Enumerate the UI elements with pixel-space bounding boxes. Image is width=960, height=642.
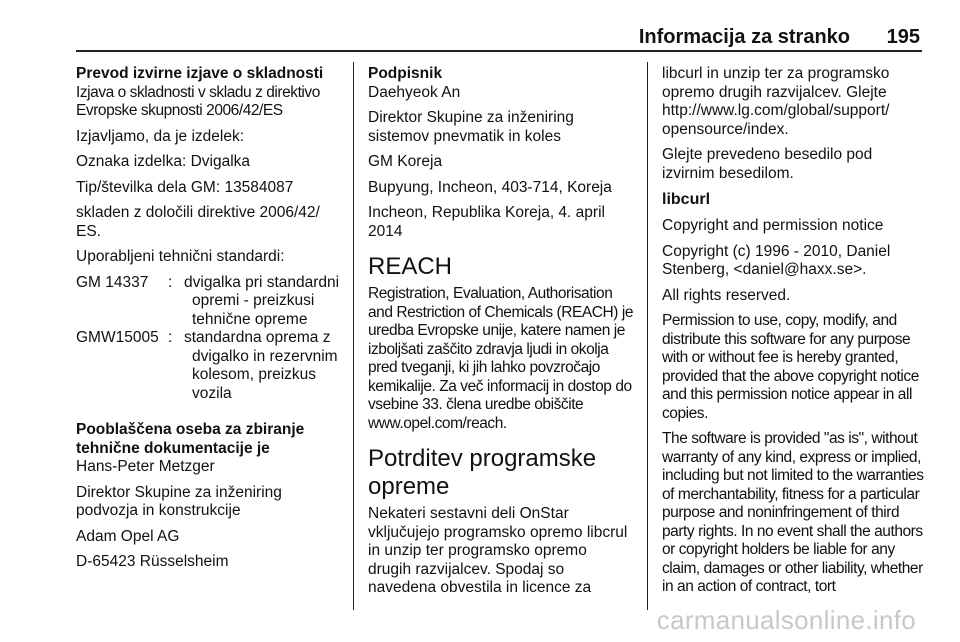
declaration-intro: Izjava o skladnosti v skladu z direktivo Evropske skupnosti 2006/42/ES xyxy=(76,83,320,119)
company-address: D-65423 Rüsselsheim xyxy=(76,553,229,570)
declaration-statement: Izjavljamo, da je izdelek: xyxy=(76,127,244,145)
page-number: 195 xyxy=(886,26,920,48)
column-2 xyxy=(368,65,634,605)
company-name: Adam Opel AG xyxy=(76,527,180,545)
standard-colon: : xyxy=(168,273,173,291)
column-divider-1 xyxy=(353,62,354,610)
declaration-heading: Prevod izvirne izjave o skladnosti xyxy=(76,65,324,82)
signatory-role: Direktor Skupine za inženiring sistemov pnevmatik in koles xyxy=(368,109,574,145)
standard-code: GM 14337 xyxy=(76,273,149,291)
authorized-person-role: Direktor Skupine za inženiring podvozja in konstrukcije xyxy=(76,483,282,519)
page-header-title: Informacija za stranko xyxy=(638,26,850,48)
standards-intro: Uporabljeni tehnični standardi: xyxy=(76,248,285,265)
directive-compliance: skladen z določili direktive 2006/42/ ES. xyxy=(76,204,320,240)
standard-code: GMW15005 xyxy=(76,329,159,346)
header-rule xyxy=(76,50,922,52)
reach-text: Registration, Evaluation, Authorisation and Restriction of Chemicals (REACH) je uredba Evropske unije, katere namen je izboljšati zaščito zdravja ljudi in okolja pred tveganji, ki jih lahko povzročajo kemikalije. Za več informacij in dostop do vsebine 33. člena uredbe obiščite www.opel.com/reach. xyxy=(368,285,633,432)
translation-note: Glejte prevedeno besedilo pod izvirnim besedilom. xyxy=(662,146,873,182)
copyright-notice-title: Copyright and permission notice xyxy=(662,217,884,234)
rights-reserved: All rights reserved. xyxy=(662,286,791,304)
standard-row xyxy=(76,329,342,403)
libcurl-heading: libcurl xyxy=(662,191,711,208)
authorized-person-name: Hans-Peter Metzger xyxy=(76,458,215,475)
standards-table xyxy=(76,274,342,404)
column-divider-2 xyxy=(647,62,648,610)
product-designation: Oznaka izdelka: Dvigalka xyxy=(76,153,251,170)
standard-description: dvigalka pri standardni opremi - preizkusi tehnične opreme xyxy=(184,273,340,328)
permission-text: Permission to use, copy, modify, and distribute this software for any purpose with or without fee is hereby granted, provided that the above copyright notice and this permission notice appear in all copies. xyxy=(662,312,919,422)
license-reference: libcurl in unzip ter za programsko opremo drugih razvijalcev. Glejte http://www.lg.com/global/support/ opensource/index. xyxy=(662,65,890,138)
standard-description: standardna oprema z dvigalko in rezervnim kolesom, preizkus vozila xyxy=(184,329,338,402)
signatory-name: Daehyeok An xyxy=(368,83,461,101)
software-text: Nekateri sestavni deli OnStar vključujejo programsko opremo libcrul in unzip ter programsko opremo drugih razvijalcev. Spodaj so navedena obvestila in licence za xyxy=(368,505,628,596)
warranty-text: The software is provided "as is", without warranty of any kind, express or implied, including but not limited to the warranties of merchantability, fitness for a particular purpose and noninfringement of third party rights. In no event shall the authors or copyright holders be liable for any claim, damages or other liability, whether in an action of contract, tort xyxy=(662,430,924,595)
standard-colon: : xyxy=(168,329,173,346)
signatory-heading: Podpisnik xyxy=(368,65,443,82)
standard-row xyxy=(76,274,342,330)
signatory-address: Bupyung, Incheon, 403-714, Koreja xyxy=(368,178,612,196)
reach-heading: REACH xyxy=(368,253,453,280)
part-number: Tip/številka dela GM: 13584087 xyxy=(76,178,294,196)
software-heading: Potrditev programske opreme xyxy=(368,445,597,500)
copyright-line: Copyright (c) 1996 - 2010, Daniel Stenberg, <daniel@haxx.se>. xyxy=(662,242,891,278)
watermark: carmanualsonline.info xyxy=(656,605,916,635)
signatory-place-date: Incheon, Republika Koreja, 4. april 2014 xyxy=(368,204,605,240)
column-3 xyxy=(662,65,928,604)
authorized-person-heading: Pooblaščena oseba za zbiranje tehnične dokumentacije je xyxy=(76,421,305,457)
signatory-company: GM Koreja xyxy=(368,153,443,170)
column-1 xyxy=(76,65,342,579)
